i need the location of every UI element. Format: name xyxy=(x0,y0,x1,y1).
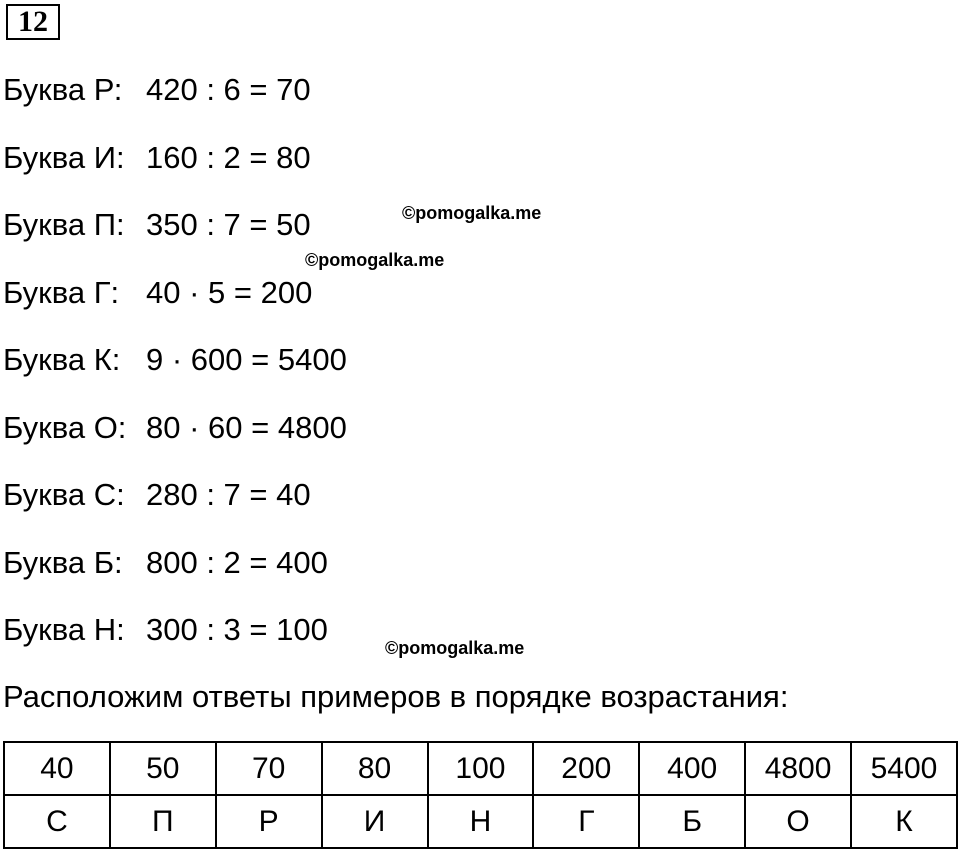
number-cell: 40 xyxy=(4,742,110,795)
letter-label: Буква С: xyxy=(3,477,125,512)
letter-cell: К xyxy=(851,795,957,848)
number-cell: 100 xyxy=(428,742,534,795)
equation-expression: 9 · 600 = 5400 xyxy=(146,342,347,377)
letter-label: Буква Б: xyxy=(3,545,123,580)
letter-cell: Н xyxy=(428,795,534,848)
letter-cell: Б xyxy=(639,795,745,848)
number-cell: 5400 xyxy=(851,742,957,795)
answer-table xyxy=(3,741,958,849)
equation-row-g xyxy=(3,273,312,313)
number-cell: 400 xyxy=(639,742,745,795)
letter-cell: С xyxy=(4,795,110,848)
equation-row-o xyxy=(3,408,347,448)
equation-expression: 80 · 60 = 4800 xyxy=(146,410,347,445)
number-cell: 200 xyxy=(533,742,639,795)
number-cell: 4800 xyxy=(745,742,851,795)
equation-expression: 300 : 3 = 100 xyxy=(146,612,328,647)
equation-row-p xyxy=(3,205,311,245)
equation-expression: 40 · 5 = 200 xyxy=(146,275,313,310)
letters-row xyxy=(4,795,957,848)
equation-row-s xyxy=(3,475,311,515)
letter-label: Буква Г: xyxy=(3,275,120,310)
equation-expression: 350 : 7 = 50 xyxy=(146,207,311,242)
equation-row-i xyxy=(3,138,311,178)
task-number-badge: 12 xyxy=(6,4,60,40)
equation-expression: 420 : 6 = 70 xyxy=(146,72,311,107)
letter-cell: П xyxy=(110,795,216,848)
letter-label: Буква И: xyxy=(3,140,125,175)
letter-cell: О xyxy=(745,795,851,848)
watermark: ©pomogalka.me xyxy=(305,250,445,270)
letter-cell: И xyxy=(322,795,428,848)
letter-cell: Г xyxy=(533,795,639,848)
watermark: ©pomogalka.me xyxy=(385,638,525,658)
letter-cell: Р xyxy=(216,795,322,848)
letter-label: Буква К: xyxy=(3,342,121,377)
equation-expression: 160 : 2 = 80 xyxy=(146,140,311,175)
equation-row-n xyxy=(3,610,328,650)
number-cell: 50 xyxy=(110,742,216,795)
number-cell: 80 xyxy=(322,742,428,795)
equation-row-k xyxy=(3,340,347,380)
equation-expression: 800 : 2 = 400 xyxy=(146,545,328,580)
equation-expression: 280 : 7 = 40 xyxy=(146,477,311,512)
equation-row-r xyxy=(3,70,311,110)
number-cell: 70 xyxy=(216,742,322,795)
letter-label: Буква П: xyxy=(3,207,125,242)
letter-label: Буква О: xyxy=(3,410,127,445)
instruction-sentence: Расположим ответы примеров в порядке возрастания: xyxy=(3,679,789,714)
numbers-row xyxy=(4,742,957,795)
letter-label: Буква Н: xyxy=(3,612,125,647)
watermark: ©pomogalka.me xyxy=(402,203,542,223)
equation-row-b xyxy=(3,543,328,583)
letter-label: Буква Р: xyxy=(3,72,123,107)
